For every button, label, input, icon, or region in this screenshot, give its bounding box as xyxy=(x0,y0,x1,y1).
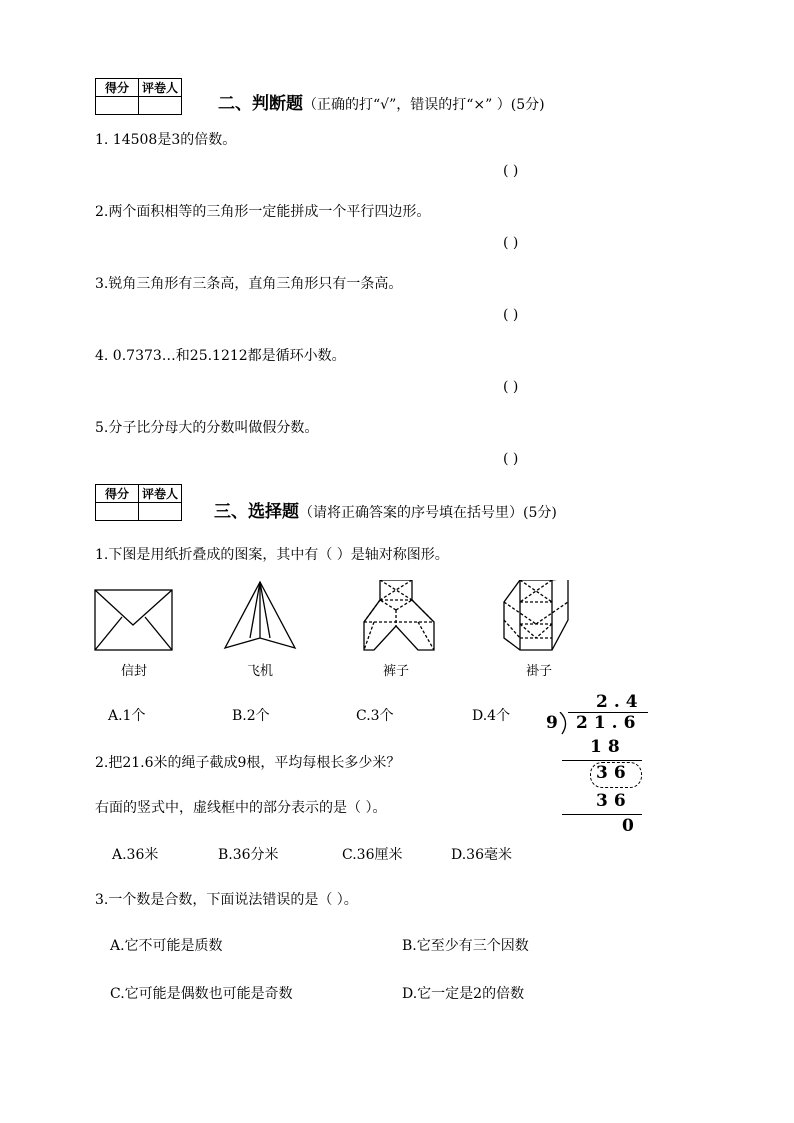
division-step3: 36 xyxy=(596,791,632,811)
option-c[interactable]: C.它可能是偶数也可能是奇数 xyxy=(110,986,293,1002)
question-3-2-sub: 右面的竖式中，虚线框中的部分表示的是（ ）。 xyxy=(95,800,387,816)
grader-label: 评卷人 xyxy=(139,79,182,97)
pants-figure xyxy=(364,580,434,650)
question-3-3: 3.一个数是合数，下面说法错误的是（ ）。 xyxy=(95,892,358,908)
score-box-section2 xyxy=(95,78,182,115)
option-a[interactable]: A.它不可能是质数 xyxy=(110,938,223,954)
section3-heading xyxy=(214,497,557,522)
option-d[interactable]: D.它一定是2的倍数 xyxy=(402,986,525,1002)
section2-title: 二、判断题 xyxy=(218,94,303,114)
score-cell[interactable] xyxy=(96,97,139,115)
division-quotient: 2.4 xyxy=(596,692,644,712)
section3-title: 三、选择题 xyxy=(214,502,299,522)
option-b[interactable]: B.2个 xyxy=(232,708,270,724)
question-3-2: 2.把21.6米的绳子截成9根，平均每根长多少米？ xyxy=(95,755,401,771)
question-2-4: 4. 0.7373…和25.1212都是循环小数。 xyxy=(95,348,346,364)
long-division xyxy=(540,692,650,842)
division-step2: 36 xyxy=(596,763,632,783)
score-label: 得分 xyxy=(96,485,139,503)
grader-cell[interactable] xyxy=(139,503,182,521)
question-2-2: 2.两个面积相等的三角形一定能拼成一个平行四边形。 xyxy=(95,204,431,220)
answer-paren[interactable]: ( ) xyxy=(503,379,519,395)
figure-label-jacket: 褂子 xyxy=(525,664,552,679)
division-remainder: 0 xyxy=(622,816,640,836)
division-step1: 18 xyxy=(590,737,626,757)
envelope-figure xyxy=(95,590,172,650)
division-bracket xyxy=(558,712,572,736)
question-2-3: 3.锐角三角形有三条高，直角三角形只有一条高。 xyxy=(95,276,403,292)
figure-label-pants: 裤子 xyxy=(382,664,409,679)
answer-paren[interactable]: ( ) xyxy=(503,235,519,251)
option-b[interactable]: B.36分米 xyxy=(218,847,279,863)
airplane-figure xyxy=(225,582,295,648)
answer-paren[interactable]: ( ) xyxy=(503,451,519,467)
division-line xyxy=(562,814,642,815)
score-box-section3 xyxy=(95,484,182,521)
question-3-1: 1.下图是用纸折叠成的图案，其中有（ ）是轴对称图形。 xyxy=(95,547,449,563)
answer-paren[interactable]: ( ) xyxy=(503,163,519,179)
grader-label: 评卷人 xyxy=(139,485,182,503)
section2-note: （正确的打“√”，错误的打“×” ）(5分) xyxy=(303,97,545,113)
option-c[interactable]: C.3个 xyxy=(356,708,394,724)
score-label: 得分 xyxy=(96,79,139,97)
question-2-5: 5.分子比分母大的分数叫做假分数。 xyxy=(95,420,319,436)
score-cell[interactable] xyxy=(96,503,139,521)
division-line xyxy=(562,760,642,761)
division-dividend: 21.6 xyxy=(576,713,642,733)
option-d[interactable]: D.36毫米 xyxy=(451,847,512,863)
figure-label-envelope: 信封 xyxy=(120,664,147,679)
option-a[interactable]: A.1个 xyxy=(108,708,146,724)
option-b[interactable]: B.它至少有三个因数 xyxy=(402,938,529,954)
figure-label-airplane: 飞机 xyxy=(246,664,273,679)
folded-paper-figures xyxy=(90,580,650,660)
grader-cell[interactable] xyxy=(139,97,182,115)
option-c[interactable]: C.36厘米 xyxy=(342,847,403,863)
jacket-figure xyxy=(504,580,568,650)
answer-paren[interactable]: ( ) xyxy=(503,307,519,323)
question-2-1: 1. 14508是3的倍数。 xyxy=(95,132,237,148)
option-d[interactable]: D.4个 xyxy=(472,708,511,724)
section2-heading xyxy=(218,89,545,114)
division-divisor: 9 xyxy=(546,713,564,733)
section3-note: （请将正确答案的序号填在括号里）(5分) xyxy=(299,505,557,521)
option-a[interactable]: A.36米 xyxy=(112,847,159,863)
